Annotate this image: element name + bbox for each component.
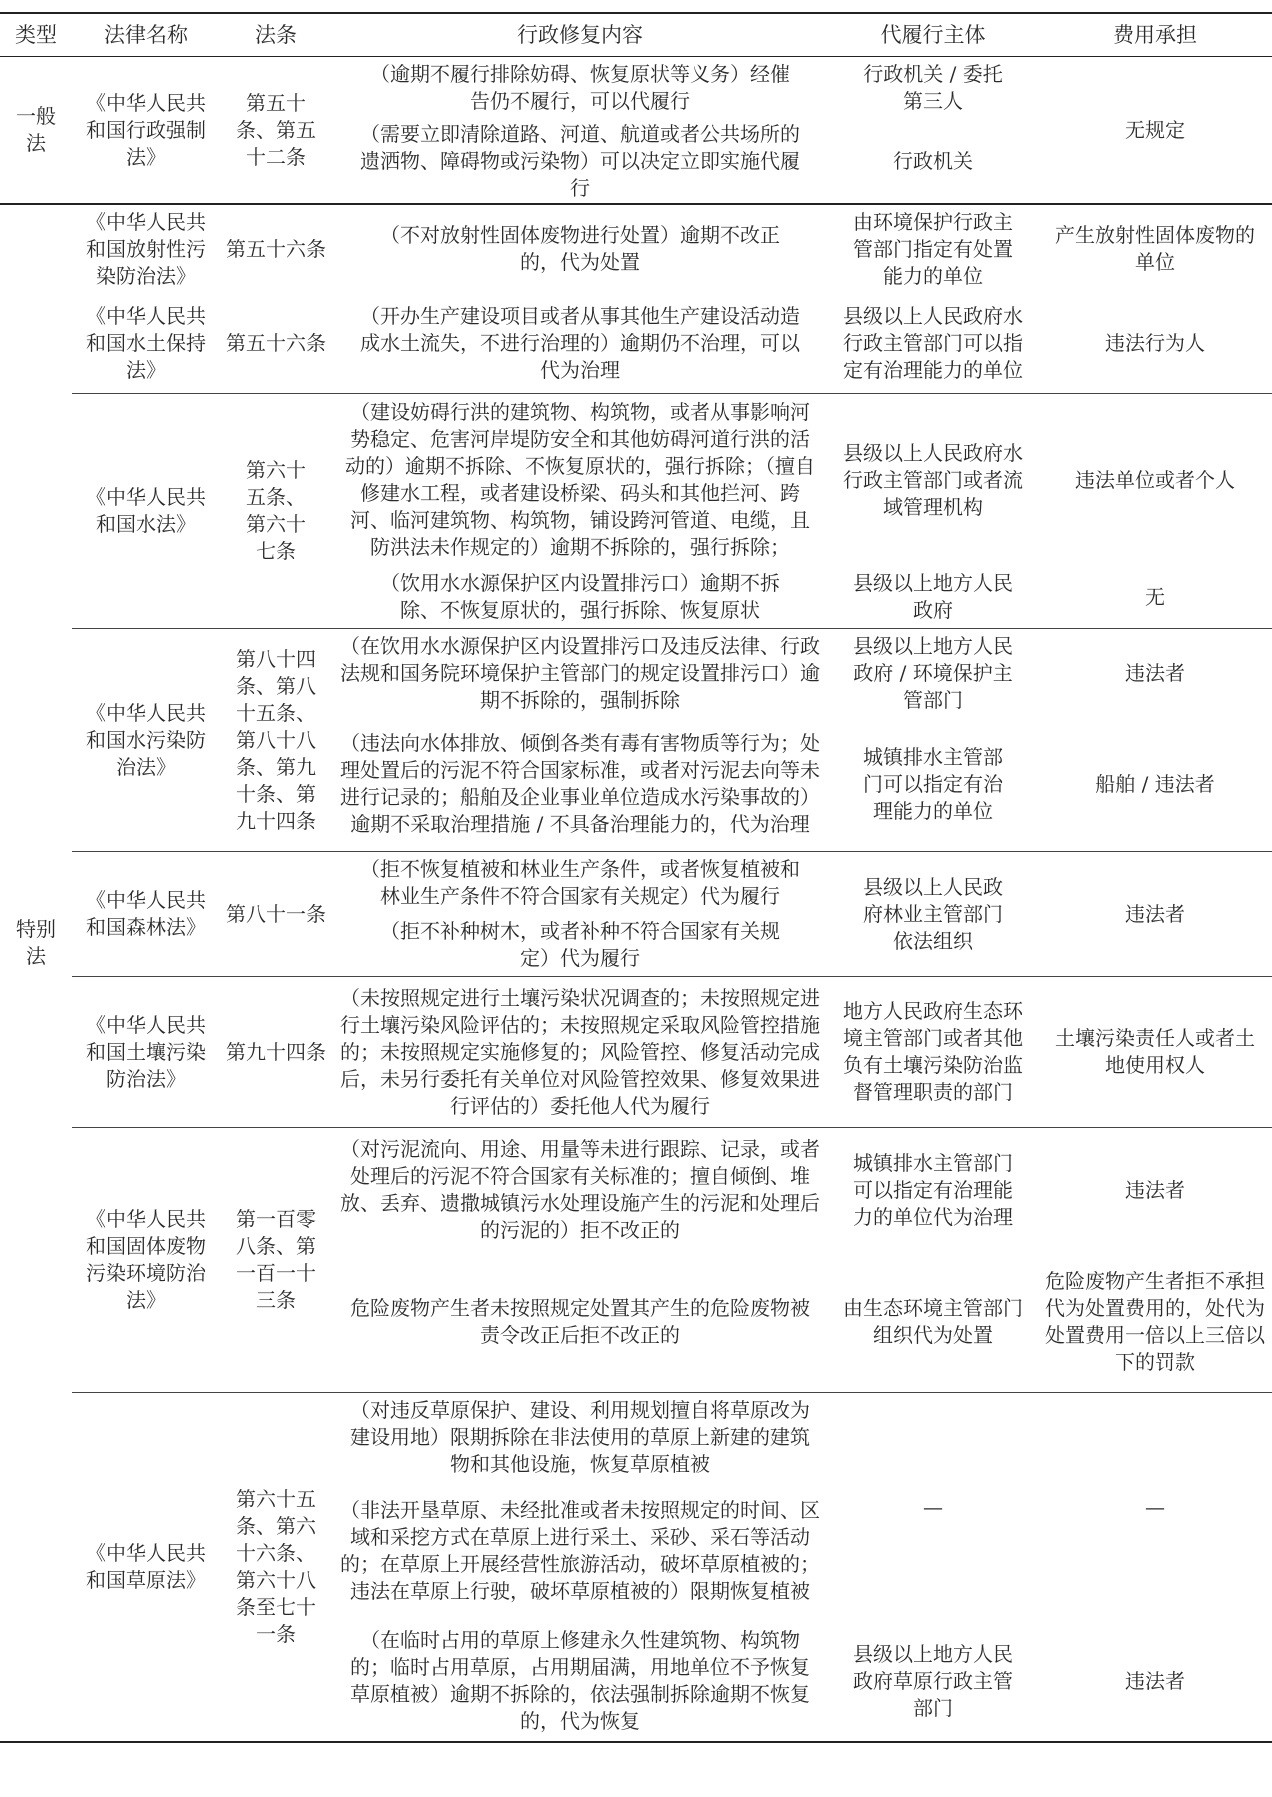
type-cell-general: 一般法 [0,57,72,205]
table-row [0,293,1272,394]
law-name-cell: 《中华人民共和国土壤污染防治法》 [72,977,220,1128]
subject-cell: 县级以上地方人民政府 [853,571,1013,622]
subject-cell: 县级以上人民政府水行政主管部门可以指定有治理能力的单位 [843,303,1023,382]
cost-cell: 危险废物产生者拒不承担代为处置费用的，处代为处置费用一倍以上三倍以下的罚款 [1045,1269,1265,1374]
law-name-cell: 《中华人民共和国水污染防治法》 [72,629,220,852]
header-row [0,13,1272,57]
law-name-cell: 《中华人民共和国草原法》 [72,1393,220,1743]
cost-cell: 产生放射性固体废物的单位 [1055,223,1255,274]
col-cost-header: 费用承担 [1113,22,1197,47]
subject-cell: 由生态环境主管部门组织代为处置 [843,1296,1023,1347]
article-cell: 第五十六条 [226,330,326,355]
article-cell: 第八十一条 [220,852,332,977]
table-row [0,852,1272,915]
col-article-header: 法条 [255,22,297,47]
table-row [0,977,1272,1128]
table-row [0,1393,1272,1482]
content-cell: （逾期不履行排除妨碍、恢复原状等义务）经催告仍不履行，可以代履行 [370,62,790,113]
cost-cell: 无 [1145,584,1165,609]
subject-cell: 城镇排水主管部门可以指定有治理能力的单位 [863,744,1003,823]
cost-cell: 违法行为人 [1105,330,1205,355]
cost-cell: 违法单位或者个人 [1038,394,1272,567]
subject-cell: 县级以上地方人民政府 / 环境保护主管部门 [828,629,1038,718]
article-cell: 第六十五条、第六十七条 [220,394,332,629]
article-cell: 第八十四条、第八十五条、第八十八条、第九十条、第九十四条 [220,629,332,852]
table-row [0,629,1272,718]
subject-cell: 城镇排水主管部门可以指定有治理能力的单位代为治理 [828,1128,1038,1253]
law-name-cell: 《中华人民共和国行政强制法》 [72,57,220,205]
col-law-header: 法律名称 [104,22,188,47]
content-cell: （非法开垦草原、未经批准或者未按照规定的时间、区域和采挖方式在草原上进行采土、采砂、采石等活动的；在草原上开展经营性旅游活动，破坏草原植被的；违法在草原上行驶，破坏草原植被的）限期恢复植被 [340,1498,820,1603]
content-cell: （建设妨碍行洪的建筑物、构筑物，或者从事影响河势稳定、危害河岸堤防安全和其他妨碍河道行洪的活动的）逾期不拆除、不恢复原状的，强行拆除；（擅自修建水工程，或者建设桥梁、码头和其他拦河、跨河、临河建筑物、构筑物，铺设跨河管道、电缆，且防洪法未作规定的）逾期不拆除的，强行拆除； [332,394,828,567]
col-content-header: 行政修复内容 [517,22,643,47]
cost-cell: 违法者 [1038,852,1272,977]
content-cell: （拒不补种树木，或者补种不符合国家有关规定）代为履行 [380,919,780,970]
content-cell: （在饮用水水源保护区内设置排污口及违反法律、行政法规和国务院环境保护主管部门的规定设置排污口）逾期不拆除的，强制拆除 [332,629,828,718]
cost-cell: 无规定 [1038,57,1272,205]
cost-cell: — [1038,1393,1272,1622]
content-cell: （饮用水水源保护区内设置排污口）逾期不拆除、不恢复原状的，强行拆除、恢复原状 [380,571,780,622]
subject-cell: 县级以上人民政府林业主管部门依法组织 [828,852,1038,977]
type-cell-special: 特别法 [0,174,72,1712]
content-cell: （对违反草原保护、建设、利用规划擅自将草原改为建设用地）限期拆除在非法使用的草原上新建的建筑物和其他设施，恢复草原植被 [332,1393,828,1482]
article-cell: 第六十五条、第六十六条、第六十八条至七十一条 [220,1393,332,1743]
subject-cell: 行政机关 / 委托第三人 [863,62,1003,113]
law-name-cell: 《中华人民共和国水土保持法》 [86,303,206,382]
subject-cell: 行政机关 [828,119,1038,204]
cost-cell: 土壤污染责任人或者土地使用权人 [1038,977,1272,1128]
table-row [0,394,1272,567]
article-cell: 第九十四条 [220,977,332,1128]
table-row [0,204,1272,293]
law-table-sheet [0,12,1272,1743]
col-type-header: 类型 [15,22,57,47]
law-name-cell: 《中华人民共和国固体废物污染环境防治法》 [72,1128,220,1393]
content-cell: （未按照规定进行土壤污染状况调查的；未按照规定进行土壤污染风险评估的；未按照规定采取风险管控措施的；未按照规定实施修复的；风险管控、修复活动完成后，未另行委托有关单位对风险管控效果、修复效果进行评估的）委托他人代为履行 [332,977,828,1128]
subject-cell: 由环境保护行政主管部门指定有处置能力的单位 [853,209,1013,288]
content-cell: （需要立即清除道路、河道、航道或者公共场所的遗洒物、障碍物或污染物）可以决定立即实施代履行 [332,119,828,204]
cost-cell: 违法者 [1038,1621,1272,1742]
subject-cell: — [828,1393,1038,1622]
cost-cell: 船舶 / 违法者 [1095,771,1215,796]
law-name-cell: 《中华人民共和国水法》 [72,394,220,629]
content-cell: （违法向水体排放、倾倒各类有毒有害物质等行为；处理处置后的污泥不符合国家标准，或者对污泥去向等未进行记录的；船舶及企业事业单位造成水污染事故的）逾期不采取治理措施 / 不具备治理能力的，代为治理 [340,731,820,836]
col-subject-header: 代履行主体 [880,22,986,47]
law-name-cell: 《中华人民共和国森林法》 [72,852,220,977]
article-cell: 第一百零八条、第一百一十三条 [220,1128,332,1393]
content-cell: （拒不恢复植被和林业生产条件，或者恢复植被和林业生产条件不符合国家有关规定）代为履行 [332,852,828,915]
content-cell: （在临时占用的草原上修建永久性建筑物、构筑物的；临时占用草原，占用期届满，用地单位不予恢复草原植被）逾期不拆除的，依法强制拆除逾期不恢复的，代为恢复 [332,1621,828,1742]
content-cell: （开办生产建设项目或者从事其他生产建设活动造成水土流失，不进行治理的）逾期仍不治理，可以代为治理 [360,303,800,382]
cost-cell: 违法者 [1038,629,1272,718]
administrative-restoration-table [0,12,1272,1743]
article-cell: 第五十六条 [226,236,326,261]
cost-cell: 违法者 [1038,1128,1272,1253]
law-name-cell: 《中华人民共和国放射性污染防治法》 [86,209,206,288]
subject-cell: 县级以上人民政府水行政主管部门或者流域管理机构 [828,394,1038,567]
table-row [0,1128,1272,1253]
content-cell: （对污泥流向、用途、用量等未进行跟踪、记录，或者处理后的污泥不符合国家有关标准的；擅自倾倒、堆放、丢弃、遗撒城镇污水处理设施产生的污泥和处理后的污泥的）拒不改正的 [332,1128,828,1253]
table-row [0,57,1272,120]
content-cell: 危险废物产生者未按照规定处置其产生的危险废物被责令改正后拒不改正的 [350,1296,810,1347]
article-cell: 第五十条、第五十二条 [220,57,332,205]
subject-cell: 地方人民政府生态环境主管部门或者其他负有土壤污染防治监督管理职责的部门 [828,977,1038,1128]
subject-cell: 县级以上地方人民政府草原行政主管部门 [828,1621,1038,1742]
content-cell: （不对放射性固体废物进行处置）逾期不改正的，代为处置 [380,223,780,274]
